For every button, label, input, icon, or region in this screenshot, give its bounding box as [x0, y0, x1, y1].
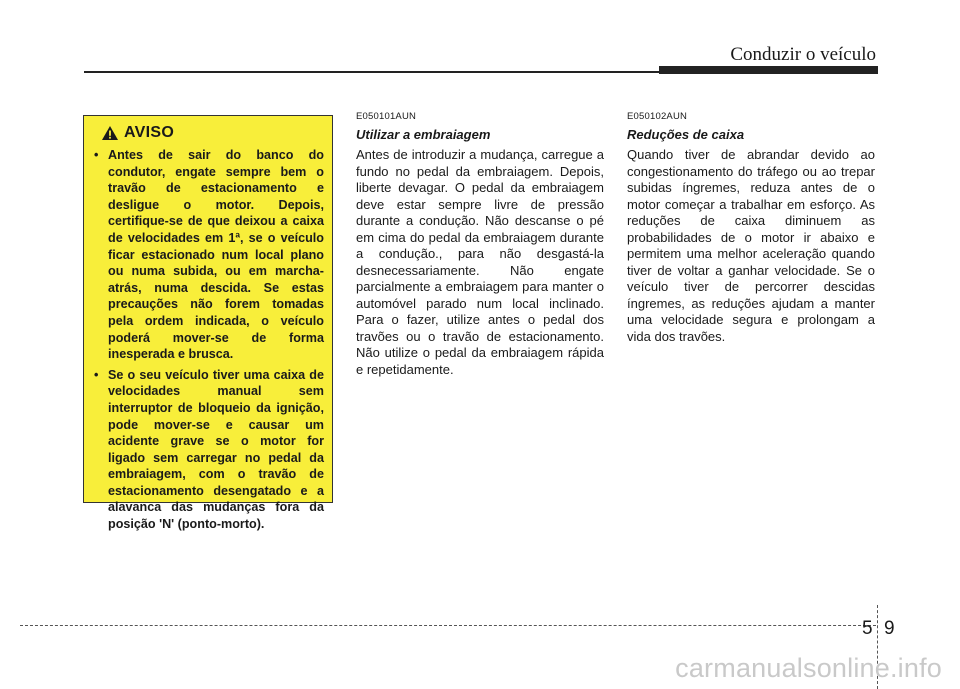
header-rule-thin: [84, 71, 659, 73]
page-header-title: Conduzir o veículo: [730, 44, 876, 65]
warning-triangle-icon: [101, 125, 119, 141]
warning-item: [93, 147, 324, 363]
warning-header: [101, 123, 324, 143]
section-body: Quando tiver de abrandar devido ao congestionamento do tráfego ou ao trepar subidas íngremes, reduza antes de o motor começar a trabalhar em esforço. As reduções de caixa diminuem as probabilidades de o motor ir abaixo e permitem uma melhor aceleração quando tiver de voltar a ganhar velocidade. Se o veículo tiver de percorrer descidas íngremes, as reduções ajudam a manter uma velocidade segura e prolongam a vida dos travões.: [627, 147, 875, 344]
warning-box: [83, 115, 333, 532]
watermark: carmanualsonline.info: [675, 653, 942, 683]
section-heading: Utilizar a embraiagem: [356, 127, 491, 142]
warning-item: [93, 367, 324, 533]
chapter-number: 5: [862, 618, 873, 639]
warning-item-text: Antes de sair do banco do condutor, engate sempre bem o travão de estacionamento e desligue o motor. Depois, certifique-se de que deixou a caixa de velocidades em 1ª, se o veículo ficar estacionado num local plano ou numa subida, ou em marcha-atrás, numa descida. Se estas precauções não forem tomadas pela ordem indicada, o veículo poderá mover-se de forma inesperada e brusca.: [108, 148, 324, 362]
footer-dashed-rule: [20, 625, 876, 626]
bullet-icon: •: [94, 148, 99, 162]
section-heading: Reduções de caixa: [627, 127, 745, 142]
bullet-icon: •: [94, 367, 99, 382]
page-number: 9: [884, 618, 895, 639]
section-downshifting: [627, 111, 875, 345]
warning-title: AVISO: [124, 124, 175, 141]
section-body: Antes de introduzir a mudança, carregue a fundo no pedal da embraiagem. Depois, liberte devagar. O pedal da embraiagem deve estar sempre livre de pressão durante a condução. Não descanse o pé em cima do pedal da embraiagem durante a condução., para não desgastá-la desnecessariamente. Não engate parcialmente a embraiagem para manter o automóvel parado num local inclinado. Para o fazer, utilize antes o pedal dos travões ou o travão de estacionamento. Não utilize o pedal da embraiagem rápida e repetidamente.: [356, 147, 604, 377]
section-code: E050101AUN: [356, 111, 417, 122]
warning-item-text: Se o seu veículo tiver uma caixa de velocidades manual sem interruptor de bloqueio da ignição, pode mover-se e causar um acidente grave se o motor for ligado sem carregar no pedal da embraiagem, com o travão de estacionamento desengatado e a alavanca das mudanças fora da posição 'N' (ponto-morto).: [108, 367, 324, 532]
section-code: E050102AUN: [627, 111, 688, 122]
section-clutch: [356, 111, 604, 378]
header-rule-thick: [659, 66, 878, 74]
warning-list: [93, 147, 324, 533]
